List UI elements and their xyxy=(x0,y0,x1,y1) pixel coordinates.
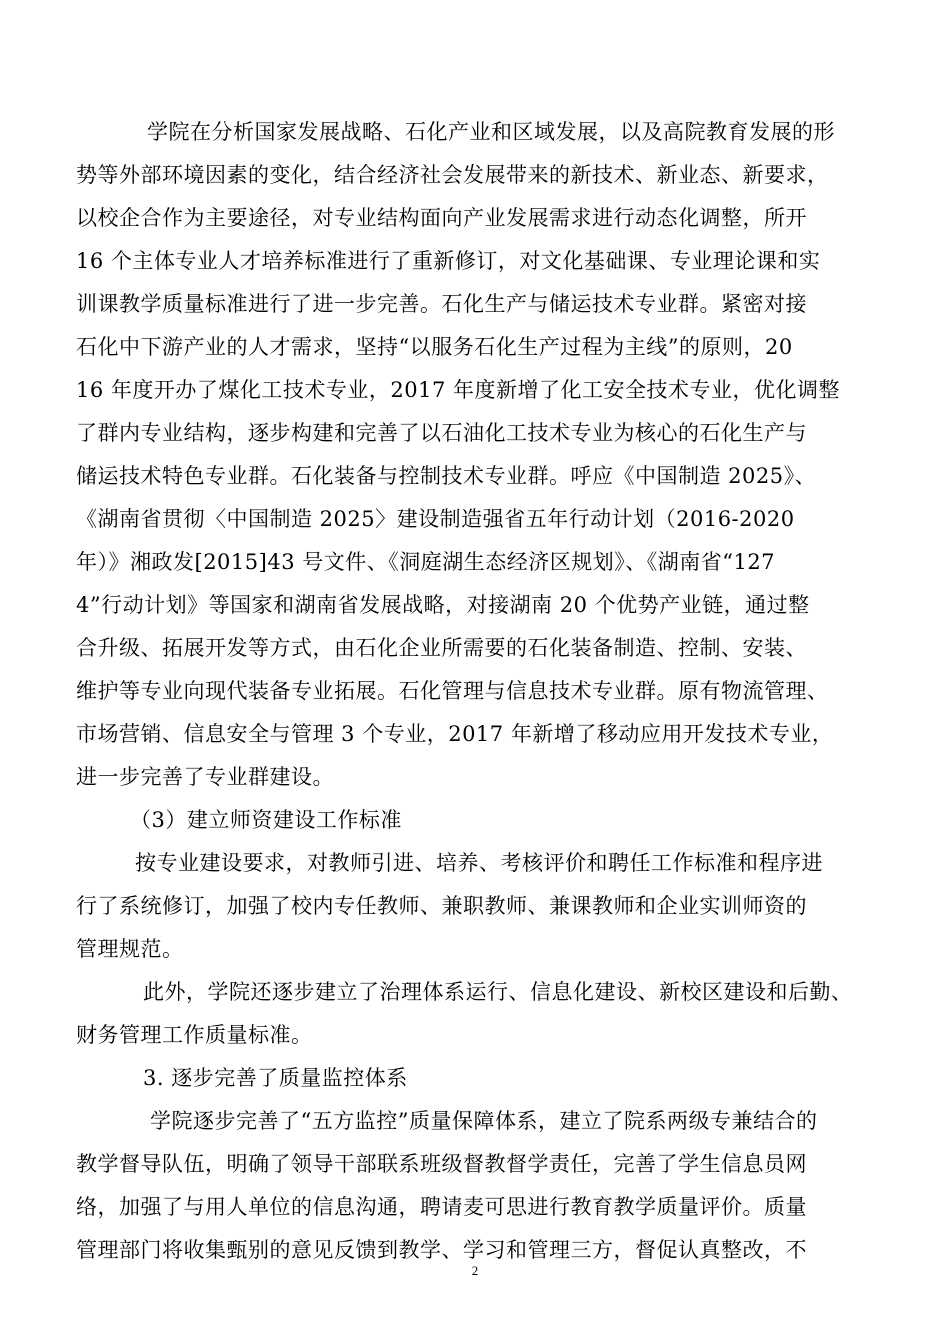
text-line: 年）》湘政发[2015]43 号文件、《洞庭湖生态经济区规划》、《湖南省“127 xyxy=(76,550,776,574)
text-line: 教学督导队伍，明确了领导干部联系班级督教督学责任，完善了学生信息员网 xyxy=(76,1152,807,1176)
text-line: 势等外部环境因素的变化，结合经济社会发展带来的新技术、新业态、新要求， xyxy=(76,163,829,187)
text-line: 了群内专业结构，逐步构建和完善了以石油化工技术专业为核心的石化生产与 xyxy=(76,421,807,445)
section-heading: 3. 逐步完善了质量监控体系 xyxy=(143,1066,408,1090)
text-line: 按专业建设要求，对教师引进、培养、考核评价和聘任工作标准和程序进 xyxy=(135,851,823,875)
text-line: 此外，学院还逐步建立了治理体系运行、信息化建设、新校区建设和后勤、 xyxy=(143,980,853,1004)
text-line: 学院逐步完善了“五方监控”质量保障体系，建立了院系两级专兼结合的 xyxy=(150,1109,818,1133)
text-line: 16 年度开办了煤化工技术专业，2017 年度新增了化工安全技术专业，优化调整 xyxy=(76,378,841,402)
text-line: 储运技术特色专业群。石化装备与控制技术专业群。呼应《中国制造 2025》、 xyxy=(76,464,817,488)
text-line: 维护等专业向现代装备专业拓展。石化管理与信息技术专业群。原有物流管理、 xyxy=(76,679,829,703)
section-subheading: （3）建立师资建设工作标准 xyxy=(130,808,402,832)
text-line: 《湖南省贯彻〈中国制造 2025〉建设制造强省五年行动计划（2016-2020 xyxy=(76,507,795,531)
text-line: 管理规范。 xyxy=(76,937,184,961)
page-number: 2 xyxy=(471,1263,479,1278)
text-line: 合升级、拓展开发等方式，由石化企业所需要的石化装备制造、控制、安装、 xyxy=(76,636,807,660)
text-line: 市场营销、信息安全与管理 3 个专业，2017 年新增了移动应用开发技术专业， xyxy=(76,722,834,746)
text-line: 训课教学质量标准进行了进一步完善。石化生产与储运技术专业群。紧密对接 xyxy=(76,292,807,316)
text-line: 进一步完善了专业群建设。 xyxy=(76,765,334,789)
text-line: 财务管理工作质量标准。 xyxy=(76,1023,313,1047)
text-line: 行了系统修订，加强了校内专任教师、兼职教师、兼课教师和企业实训师资的 xyxy=(76,894,807,918)
text-line: 石化中下游产业的人才需求，坚持“以服务石化生产过程为主线”的原则，20 xyxy=(76,335,793,359)
text-line: 16 个主体专业人才培养标准进行了重新修订，对文化基础课、专业理论课和实 xyxy=(76,249,821,273)
text-line: 4”行动计划》等国家和湖南省发展战略，对接湖南 20 个优势产业链，通过整 xyxy=(76,593,810,617)
text-line: 以校企合作为主要途径，对专业结构面向产业发展需求进行动态化调整，所开 xyxy=(76,206,807,230)
text-line: 学院在分析国家发展战略、石化产业和区域发展，以及高院教育发展的形 xyxy=(147,120,835,144)
text-line: 络，加强了与用人单位的信息沟通，聘请麦可思进行教育教学质量评价。质量 xyxy=(76,1195,807,1219)
text-line: 管理部门将收集甄别的意见反馈到教学、学习和管理三方，督促认真整改，不 xyxy=(76,1238,807,1262)
